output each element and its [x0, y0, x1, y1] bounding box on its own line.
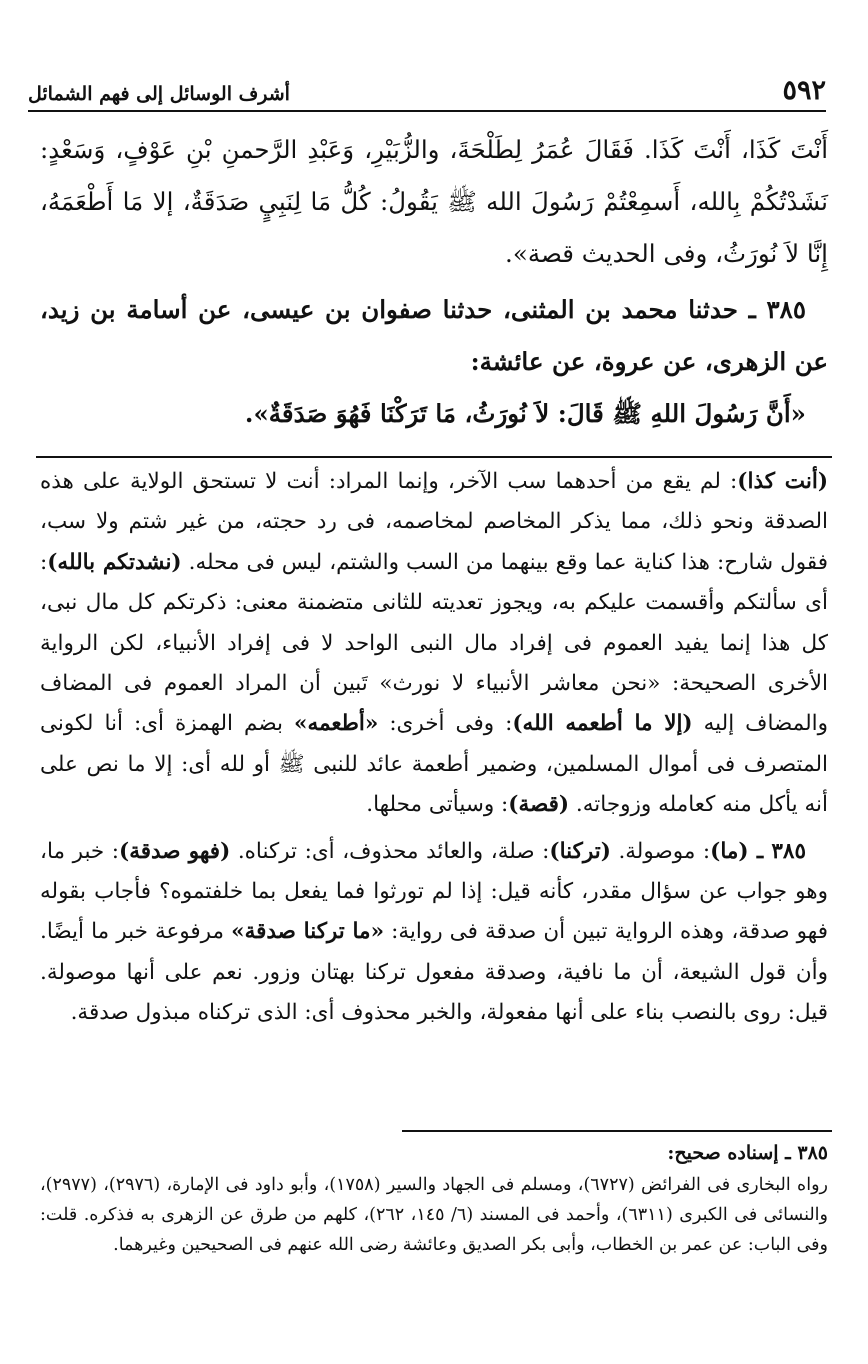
hadith-isnad: ٣٨٥ ـ حدثنا محمد بن المثنى، حدثنا صفوان بن عيسى، عن أسامة بن زيد، عن الزهرى، عن عروة، عن عائشة: [40, 295, 828, 376]
commentary-text: : خبر ما، وهو جواب عن سؤال مقدر، كأنه قيل: إذا لم تورثوا فما يفعل بما خلفتموه؟ فأجاب بقوله فهو صدقة، وهذه الرواية تبين أن صدقة فى رواية: [40, 838, 828, 945]
term-lead: (نشدتكم بالله) [47, 549, 182, 575]
takhrij-footnote [40, 1138, 828, 1260]
book-title: أشرف الوسائل إلى فهم الشمائل [28, 83, 290, 105]
commentary-paragraph [40, 832, 828, 1034]
running-header [28, 70, 826, 112]
term-lead: (أنت كذا) [737, 469, 828, 494]
commentary-text: : صلة، والعائد محذوف، أى: تركناه. [230, 838, 550, 864]
term-lead: (إلا ما أطعمه الله) [512, 711, 693, 737]
term-lead: (قصة) [508, 792, 570, 818]
hadith-paragraph: أَنْتَ كَذَا، أَنْتَ كَذَا. فَقَالَ عُمَرُ لِطَلْحَةَ، والزُّبَيْرِ، وَعَبْدِ الرَّحمنِ بْنِ عَوْفٍ، وَسَعْدٍ: نَشَدْتُكُمْ بِالله، أَسمِعْتُمْ رَسُولَ الله ﷺ يَقُولُ: كُلُّ مَا لِنَبِيٍ صَدَقَةٌ، إلا مَا أَطْعَمَهُ، إِنَّا لاَ نُورَثُ، وفى الحديث قصة». [40, 135, 828, 268]
commentary-text: بضم الهمزة أى: أنا لكونى المتصرف فى أموال المسلمين، وضمير أطعمة عائد للنبى ﷺ أو لله أى: إلا ما نص على أنه يأكل منه كعامله وزوجاته. [40, 711, 828, 818]
term-lead: (فهو صدقة) [119, 838, 231, 864]
hadith-number: ٣٨٥ ـ [748, 838, 806, 864]
term-lead: (تركنا) [549, 838, 611, 864]
footnote-rule [402, 1130, 832, 1132]
page-number: ٥٩٢ [782, 75, 826, 106]
hadith-text [40, 124, 828, 440]
commentary-text: مرفوعة خبر ما أيضًا. وأن قول الشيعة، أن ما نافية، وصدقة مفعول تركنا بهتان وزور. نعم على أنها موصولة. قيل: روى بالنصب بناء على أنها مفعولة، والخبر محذوف أى: الذى تركناه مبذول صدقة. [40, 919, 828, 1026]
takhrij-heading: ٣٨٥ ـ إسناده صحيح: [667, 1142, 828, 1164]
hadith-quote: «أَنَّ رَسُولَ اللهِ ﷺ قَالَ: لاَ نُورَثُ، مَا تَرَكْنَا فَهُوَ صَدَقَةٌ». [244, 399, 806, 428]
separator-rule [36, 456, 832, 458]
commentary [40, 462, 828, 1034]
commentary-text: : وسيأتى محلها. [366, 792, 509, 818]
takhrij-text: رواه البخارى فى الفرائض (٦٧٢٧)، ومسلم فى الجهاد والسير (١٧٥٨)، وأبو داود فى الإمارة، (٢٩٧٦)، (٢٩٧٧)، والنسائى فى الكبرى (٦٣١١)، وأحمد فى المسند (٦/ ١٤٥، ٢٦٢)، كلهم من طرق عن الزهرى به فذكره. قلت: وفى الباب: عن عمر بن الخطاب، وأبى بكر الصديق وعائشة رضى الله عنهم فى الصحيحين وغيرهما. [40, 1175, 828, 1255]
term-lead: «أطعمه» [294, 711, 379, 737]
term-lead: «ما تركنا صدقة» [231, 919, 385, 945]
commentary-text: : موصولة. [610, 838, 711, 864]
term-lead: (ما) [710, 838, 749, 864]
commentary-text: : لم يقع من أحدهما سب الآخر، وإنما المراد: أنت لا تستحق الولاية على هذه الصدقة ونحو ذلك، مما يذكر المخاصم لمخاصمه، فى رد حجته، من غير شتم ولا سب، فقول شارح: هذا كناية عما وقع بينهما من السب والشتم، ليس فى محله. [40, 469, 829, 575]
commentary-text: : أى سألتكم وأقسمت عليكم به، ويجوز تعديته للثانى متضمنة معنى: ذكرتكم كل مال نبى، كل هذا إنما يفيد العموم فى إفراد مال النبى الواحد لا فى إفراد الأنبياء، لكن الرواية الأخرى الصحيحة: «نحن معاشر الأنبياء لا نورث» تَبين أن المراد العموم فى المضاف والمضاف إليه [40, 549, 828, 737]
commentary-text: : وفى أخرى: [378, 711, 513, 737]
commentary-paragraph [40, 462, 828, 826]
